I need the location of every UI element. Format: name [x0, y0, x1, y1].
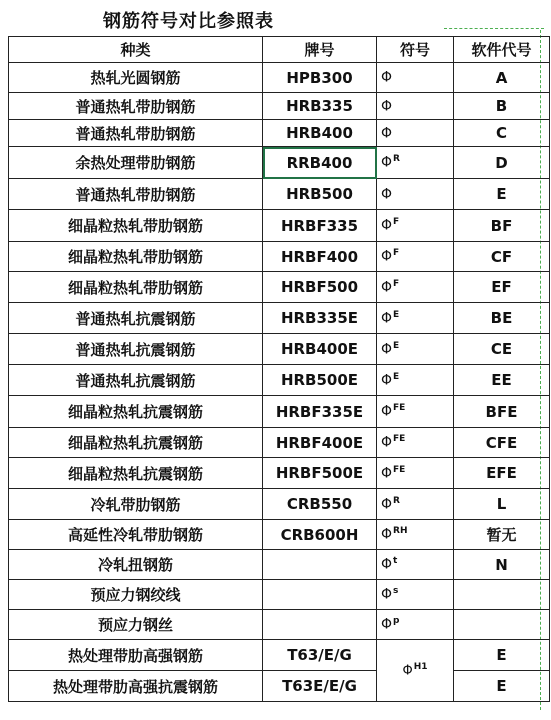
cell-code[interactable]: C	[454, 120, 550, 147]
cell-grade[interactable]: T63E/E/G	[263, 671, 377, 702]
cell-code[interactable]: 暂无	[454, 520, 550, 550]
cell-kind[interactable]: 预应力钢丝	[9, 610, 263, 640]
table-row	[9, 147, 550, 179]
cell-kind[interactable]: 热处理带肋高强钢筋	[9, 640, 263, 671]
cell-grade[interactable]: HRB335E	[263, 303, 377, 334]
cell-grade[interactable]: CRB600H	[263, 520, 377, 550]
table-row	[9, 334, 550, 365]
rebar-symbol: Φ	[381, 217, 393, 234]
rebar-symbol-superscript: FE	[393, 403, 406, 414]
cell-grade[interactable]	[263, 550, 377, 580]
page-break-line-h	[444, 28, 544, 29]
cell-symbol[interactable]	[377, 580, 454, 610]
header-symbol[interactable]: 符号	[377, 37, 454, 63]
cell-symbol[interactable]	[377, 428, 454, 458]
cell-symbol[interactable]	[377, 550, 454, 580]
cell-kind[interactable]: 细晶粒热轧抗震钢筋	[9, 396, 263, 428]
cell-grade[interactable]: HPB300	[263, 63, 377, 93]
table-row	[9, 458, 550, 489]
rebar-symbol-superscript: RH	[393, 526, 408, 537]
cell-kind[interactable]: 普通热轧抗震钢筋	[9, 365, 263, 396]
cell-code[interactable]: B	[454, 93, 550, 120]
cell-kind[interactable]: 冷轧扭钢筋	[9, 550, 263, 580]
cell-symbol[interactable]	[377, 610, 454, 640]
table-row	[9, 93, 550, 120]
rebar-symbol-superscript: R	[393, 495, 400, 506]
cell-kind[interactable]: 高延性冷轧带肋钢筋	[9, 520, 263, 550]
cell-symbol[interactable]	[377, 93, 454, 120]
cell-code[interactable]	[454, 610, 550, 640]
table-row	[9, 396, 550, 428]
cell-code[interactable]	[454, 580, 550, 610]
cell-kind[interactable]: 余热处理带肋钢筋	[9, 147, 263, 179]
rebar-symbol: Φ	[402, 663, 413, 679]
cell-symbol[interactable]	[377, 272, 454, 303]
cell-grade[interactable]: HRB335	[263, 93, 377, 120]
cell-grade[interactable]: HRBF500E	[263, 458, 377, 489]
cell-grade[interactable]: HRBF500	[263, 272, 377, 303]
cell-symbol-merged[interactable]	[377, 640, 454, 702]
cell-symbol[interactable]	[377, 489, 454, 520]
cell-kind[interactable]: 细晶粒热轧抗震钢筋	[9, 458, 263, 489]
cell-code[interactable]: BE	[454, 303, 550, 334]
cell-grade[interactable]: HRBF335	[263, 210, 377, 242]
cell-code[interactable]: EF	[454, 272, 550, 303]
cell-grade[interactable]: HRBF400	[263, 242, 377, 272]
cell-grade[interactable]: RRB400	[263, 147, 377, 179]
rebar-symbol-superscript: s	[393, 586, 399, 597]
table-row	[9, 640, 550, 671]
table-row	[9, 179, 550, 210]
table-row	[9, 365, 550, 396]
rebar-symbol: Φ	[381, 556, 393, 573]
cell-symbol[interactable]	[377, 303, 454, 334]
header-kind[interactable]: 种类	[9, 37, 263, 63]
cell-code[interactable]: A	[454, 63, 550, 93]
table-row	[9, 120, 550, 147]
rebar-symbol-superscript: F	[393, 248, 400, 259]
rebar-symbol: Φ	[381, 310, 393, 327]
table-row	[9, 489, 550, 520]
cell-kind[interactable]: 普通热轧带肋钢筋	[9, 93, 263, 120]
rebar-symbol-superscript: F	[393, 217, 400, 228]
rebar-symbol: Φ	[381, 125, 393, 142]
table-row	[9, 428, 550, 458]
rebar-symbol: Φ	[381, 465, 393, 482]
cell-code[interactable]: CE	[454, 334, 550, 365]
rebar-symbol: Φ	[381, 403, 393, 420]
rebar-symbol: Φ	[381, 496, 393, 513]
rebar-symbol-superscript: p	[393, 616, 400, 627]
cell-kind[interactable]: 普通热轧带肋钢筋	[9, 120, 263, 147]
rebar-symbol-table	[8, 36, 550, 702]
rebar-symbol-superscript: R	[393, 154, 400, 165]
rebar-symbol: Φ	[381, 279, 393, 296]
cell-kind[interactable]: 普通热轧抗震钢筋	[9, 303, 263, 334]
rebar-symbol: Φ	[381, 341, 393, 358]
cell-code[interactable]: E	[454, 640, 550, 671]
rebar-symbol: Φ	[381, 586, 393, 603]
rebar-symbol: Φ	[381, 186, 393, 203]
rebar-symbol-superscript: FE	[393, 464, 406, 475]
rebar-symbol-superscript: E	[393, 309, 400, 320]
cell-code[interactable]: E	[454, 671, 550, 702]
table-title: 钢筋符号对比参照表	[103, 11, 274, 32]
cell-grade[interactable]: HRB500	[263, 179, 377, 210]
rebar-symbol-superscript: F	[393, 278, 400, 289]
cell-code[interactable]: CF	[454, 242, 550, 272]
table-row	[9, 520, 550, 550]
cell-grade[interactable]: HRBF335E	[263, 396, 377, 428]
cell-symbol[interactable]	[377, 334, 454, 365]
cell-kind[interactable]: 细晶粒热轧带肋钢筋	[9, 210, 263, 242]
cell-grade[interactable]	[263, 610, 377, 640]
cell-grade[interactable]: HRB500E	[263, 365, 377, 396]
cell-kind[interactable]: 热处理带肋高强抗震钢筋	[9, 671, 263, 702]
rebar-symbol-superscript: E	[393, 371, 400, 382]
rebar-symbol: Φ	[381, 616, 393, 633]
cell-code[interactable]: BF	[454, 210, 550, 242]
cell-symbol[interactable]	[377, 458, 454, 489]
cell-kind[interactable]: 细晶粒热轧带肋钢筋	[9, 242, 263, 272]
header-row	[9, 37, 550, 63]
header-code[interactable]: 软件代号	[454, 37, 550, 63]
table-row	[9, 610, 550, 640]
cell-kind[interactable]: 普通热轧带肋钢筋	[9, 179, 263, 210]
cell-code[interactable]: EE	[454, 365, 550, 396]
rebar-symbol-superscript: FE	[393, 434, 406, 445]
cell-kind[interactable]: 细晶粒热轧带肋钢筋	[9, 272, 263, 303]
rebar-symbol-superscript: t	[393, 556, 398, 567]
cell-code[interactable]: D	[454, 147, 550, 179]
cell-code[interactable]: L	[454, 489, 550, 520]
table-row	[9, 210, 550, 242]
header-grade[interactable]: 牌号	[263, 37, 377, 63]
table-row	[9, 272, 550, 303]
rebar-symbol-superscript: E	[393, 340, 400, 351]
table-row	[9, 242, 550, 272]
cell-code[interactable]: E	[454, 179, 550, 210]
cell-symbol[interactable]	[377, 147, 454, 179]
table-row	[9, 550, 550, 580]
cell-symbol[interactable]	[377, 179, 454, 210]
rebar-symbol: Φ	[381, 434, 393, 451]
cell-symbol[interactable]	[377, 520, 454, 550]
cell-symbol[interactable]	[377, 120, 454, 147]
cell-grade[interactable]: HRBF400E	[263, 428, 377, 458]
cell-symbol[interactable]	[377, 396, 454, 428]
rebar-symbol-superscript: H1	[413, 662, 428, 673]
cell-kind[interactable]: 热轧光圆钢筋	[9, 63, 263, 93]
table-row	[9, 63, 550, 93]
cell-grade[interactable]	[263, 580, 377, 610]
rebar-symbol: Φ	[381, 372, 393, 389]
cell-grade[interactable]: HRB400	[263, 120, 377, 147]
cell-symbol[interactable]	[377, 210, 454, 242]
cell-code[interactable]: BFE	[454, 396, 550, 428]
cell-code[interactable]: EFE	[454, 458, 550, 489]
cell-kind[interactable]: 细晶粒热轧抗震钢筋	[9, 428, 263, 458]
cell-grade[interactable]: HRB400E	[263, 334, 377, 365]
cell-code[interactable]: N	[454, 550, 550, 580]
cell-symbol[interactable]	[377, 63, 454, 93]
rebar-symbol: Φ	[381, 98, 393, 115]
rebar-symbol: Φ	[381, 154, 393, 171]
cell-symbol[interactable]	[377, 365, 454, 396]
table-row	[9, 671, 550, 702]
cell-kind[interactable]: 普通热轧抗震钢筋	[9, 334, 263, 365]
table-row	[9, 580, 550, 610]
rebar-symbol: Φ	[381, 248, 393, 265]
cell-grade[interactable]: T63/E/G	[263, 640, 377, 671]
cell-symbol[interactable]	[377, 242, 454, 272]
cell-code[interactable]: CFE	[454, 428, 550, 458]
table-row	[9, 303, 550, 334]
cell-kind[interactable]: 预应力钢绞线	[9, 580, 263, 610]
rebar-symbol: Φ	[381, 69, 393, 86]
rebar-symbol: Φ	[381, 526, 393, 543]
cell-kind[interactable]: 冷轧带肋钢筋	[9, 489, 263, 520]
cell-grade[interactable]: CRB550	[263, 489, 377, 520]
